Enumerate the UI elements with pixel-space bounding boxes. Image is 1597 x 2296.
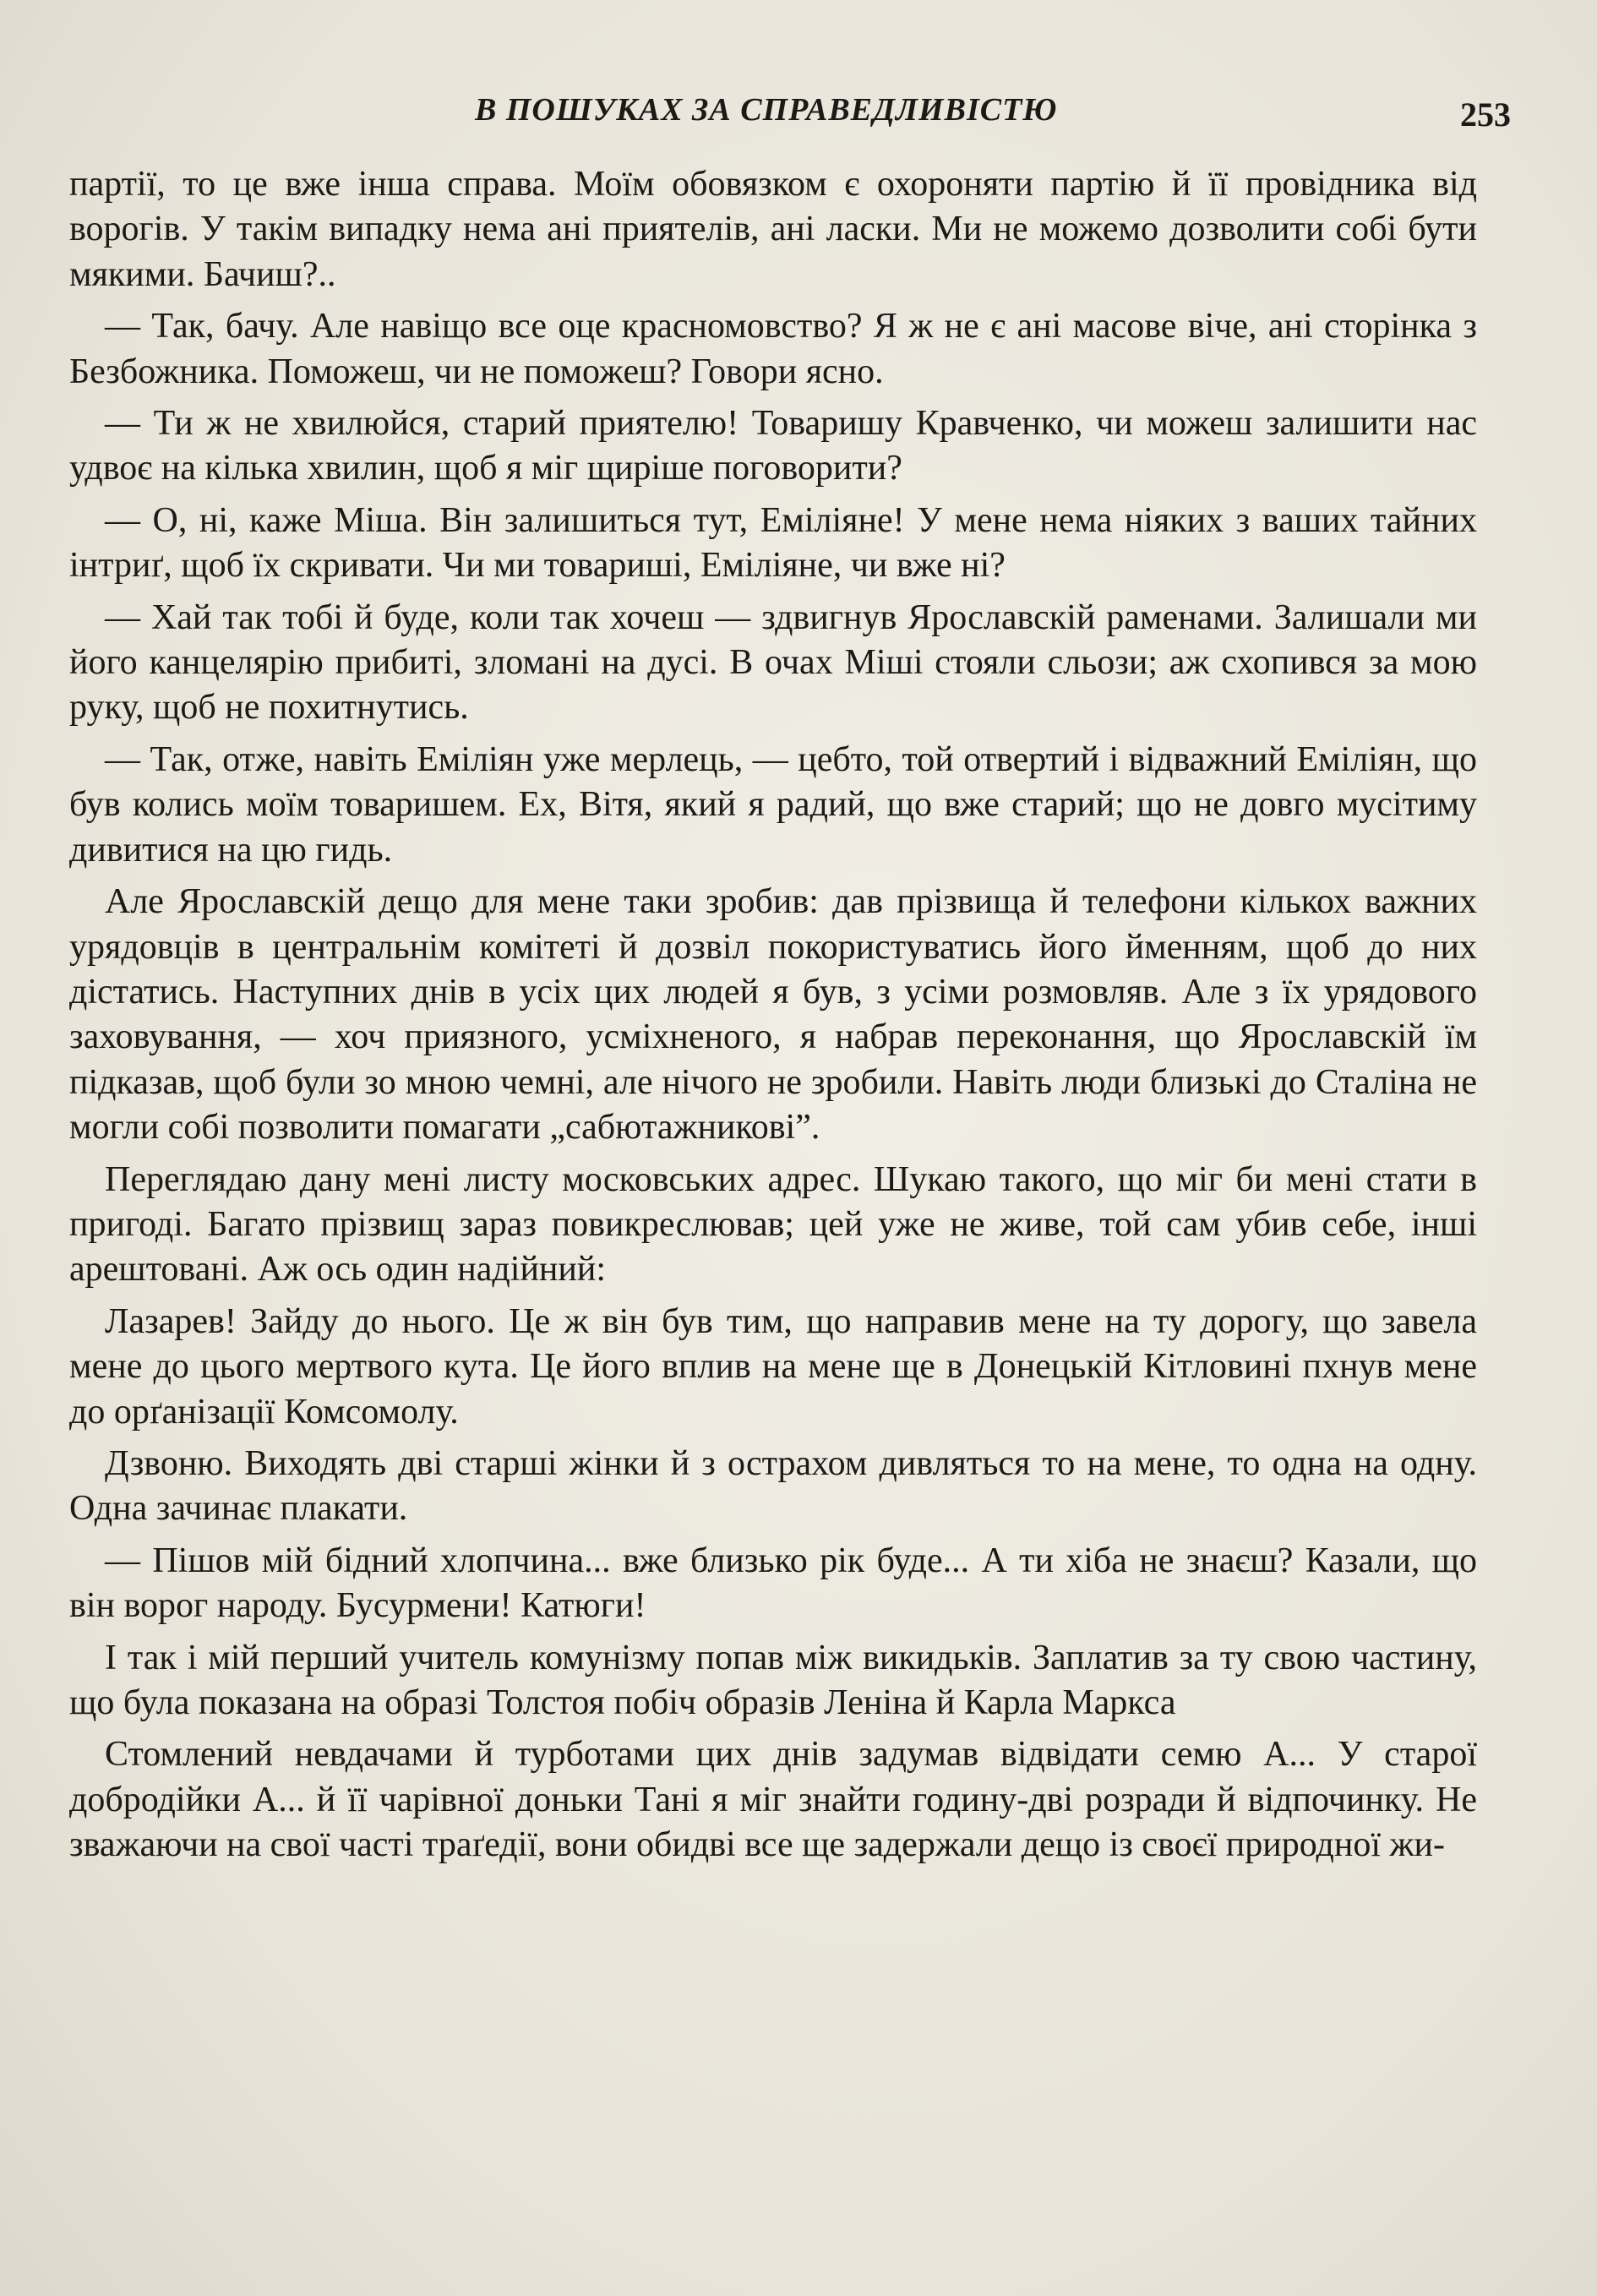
body-text [69,162,1477,1868]
running-title: В ПОШУКАХ ЗА СПРАВЕДЛИВІСТЮ [475,92,1058,128]
paragraph: Переглядаю дану мені листу московських адрес. Шукаю такого, що міг би мені стати в пригоді. Багато прізвищ зараз повикреслював; цей уже не живе, той сам убив себе, інші арештовані. Аж ось один надійний: [69,1159,1477,1290]
paragraph: І так і мій перший учитель комунізму попав між викидьків. Заплатив за ту свою частину, що була показана на образі Толстоя побіч образів Леніна й Карла Маркса [69,1638,1477,1722]
paragraph: — Пішов мій бідний хлопчина... вже близько рік буде... А ти хіба не знаєш? Казали, що він ворог народу. Бусурмени! Катюги! [69,1541,1477,1626]
paragraph: партії, то це вже інша справа. Моїм обовязком є охороняти партію й її провідника від ворогів. У такім випадку нема ані приятелів, ані ласки. Ми не можемо дозволити собі бути мякими. Бачиш?.. [69,165,1477,294]
paragraph: Але Ярославскій дещо для мене таки зробив: дав прізвища й телефони кількох важних урядовців в центральнім комітеті й дозвіл покористуватись його йменням, щоб до них дістатись. Наступних днів в усіх цих людей я був, з усіми розмовляв. Але з їх урядового заховування, — хоч приязного, усміхненого, я набрав переконання, що Ярославскій їм підказав, щоб були зо мною чемні, але нічого не зробили. Навіть люди близькі до Сталіна не могли собі позволити помагати „сабютажникові”. [69,882,1477,1148]
page-number: 253 [1460,95,1511,134]
paragraph: Стомлений невдачами й турботами цих днів задумав відвідати семю А... У старої добродійки А... й її чарівної доньки Тані я міг знайти годину-дві розради й відпочинку. Не зважаючи на свої часті траґедії, вони обидві все ще задержали дещо із своєї природної жи- [69,1735,1477,1865]
paragraph: — Так, отже, навіть Еміліян уже мерлець, — цебто, той отвертий і відважний Еміліян, що був колись моїм товаришем. Ех, Вітя, який я радий, що вже старий; що не довго мусітиму дивитися на цю гидь. [69,739,1477,870]
paragraph: — О, ні, каже Міша. Він залишиться тут, Еміліяне! У мене нема ніяких з ваших тайних інтриґ, щоб їх скривати. Чи ми товариші, Еміліяне, чи вже ні? [69,500,1477,586]
paragraph: — Ти ж не хвилюйся, старий приятелю! Товаришу Кравченко, чи можеш залишити нас удвоє на кілька хвилин, щоб я міг щиріше поговорити? [69,404,1477,488]
paragraph: — Хай так тобі й буде, коли так хочеш — здвигнув Ярославскій раменами. Залишали ми його канцелярію прибиті, зломані на дусі. В очах Міші стояли сльози; аж схопився за мою руку, щоб не похитнутись. [69,597,1477,728]
running-head [69,91,1511,139]
paragraph: — Так, бачу. Але навіщо все оце красномовство? Я ж не є ані масове віче, ані сторінка з Безбожника. Поможеш, чи не поможеш? Говори ясно. [69,307,1477,391]
paragraph: Дзвоню. Виходять дві старші жінки й з острахом дивляться то на мене, то одна на одну. Одна зачинає плакати. [69,1443,1477,1529]
paragraph: Лазарев! Зайду до нього. Це ж він був тим, що направив мене на ту дорогу, що завела мене до цього мертвого кута. Це його вплив на мене ще в Донецькій Кітловині пхнув мене до орґанізації Комсомолу. [69,1301,1477,1432]
